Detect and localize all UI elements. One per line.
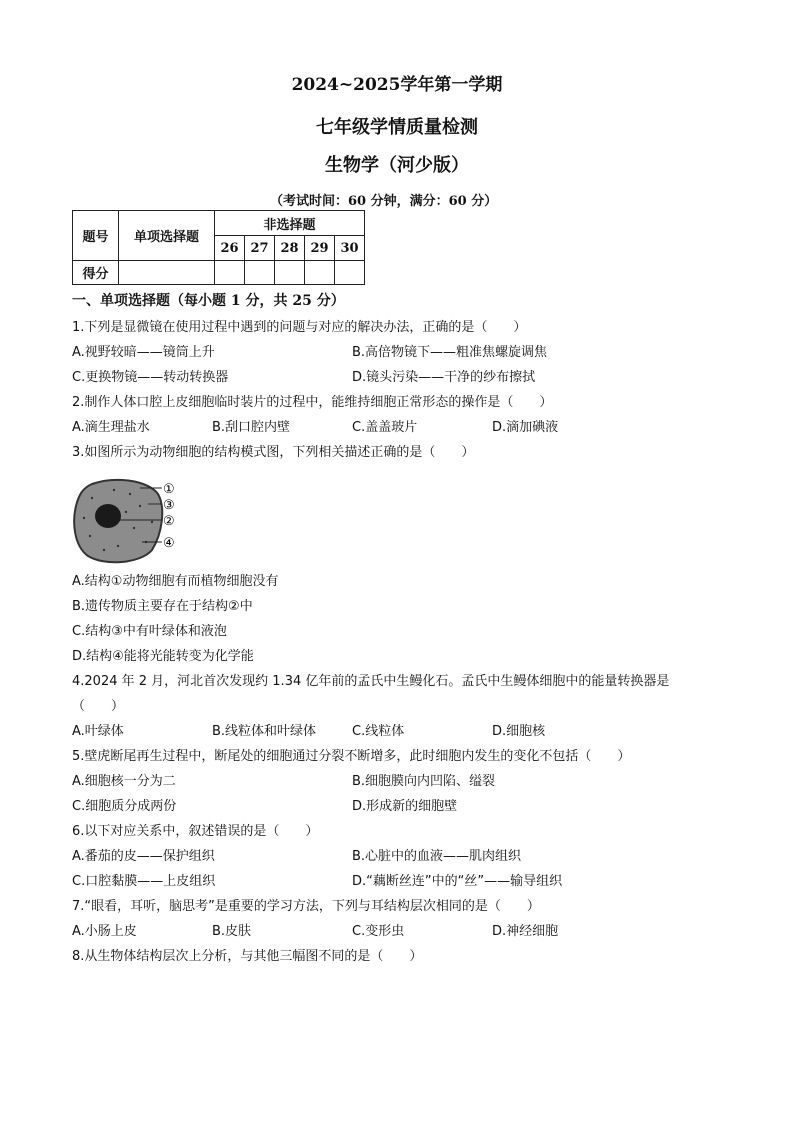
q4-option-a[interactable]: A.叶绿体 bbox=[72, 724, 124, 739]
q5-stem: 5.壁虎断尾再生过程中，断尾处的细胞通过分裂不断增多，此时细胞内发生的变化不包括（ ） bbox=[72, 749, 631, 764]
q6-option-a[interactable]: A.番茄的皮——保护组织 bbox=[72, 849, 215, 864]
score-table bbox=[72, 210, 365, 285]
q2-option-a[interactable]: A.滴生理盐水 bbox=[72, 420, 150, 435]
exam-year-title: 2024~2025学年第一学期 bbox=[291, 75, 503, 95]
exam-subject-title: 生物学（河少版） bbox=[325, 155, 469, 176]
score-table-cell[interactable] bbox=[119, 261, 215, 285]
score-table-single-choice-header: 单项选择题 bbox=[119, 211, 215, 261]
q7-stem: 7.“眼看，耳听，脑思考”是重要的学习方法，下列与耳结构层次相同的是（ ） bbox=[72, 899, 540, 914]
q4-option-c[interactable]: C.线粒体 bbox=[352, 724, 405, 739]
score-table-cell[interactable] bbox=[305, 261, 335, 285]
score-table-cell[interactable] bbox=[275, 261, 305, 285]
q8-stem: 8.从生物体结构层次上分析，与其他三幅图不同的是（ ） bbox=[72, 949, 423, 964]
q4-option-b[interactable]: B.线粒体和叶绿体 bbox=[212, 724, 317, 739]
q1-option-c[interactable]: C.更换物镜——转动转换器 bbox=[72, 370, 229, 385]
label-1: ① bbox=[163, 482, 175, 497]
q7-option-c[interactable]: C.变形虫 bbox=[352, 924, 405, 939]
score-table-nonchoice-header: 非选择题 bbox=[215, 211, 365, 236]
exam-name-title: 七年级学情质量检测 bbox=[316, 117, 478, 138]
label-2: ② bbox=[163, 514, 175, 529]
label-4: ④ bbox=[163, 536, 175, 551]
section-1-title: 一、单项选择题（每小题 1 分，共 25 分） bbox=[72, 293, 345, 309]
score-table-num: 27 bbox=[245, 236, 275, 261]
exam-time-info: （考试时间：60 分钟，满分：60 分） bbox=[270, 194, 498, 209]
q3-option-a[interactable]: A.结构①动物细胞有而植物细胞没有 bbox=[72, 574, 279, 589]
score-table-cell[interactable] bbox=[245, 261, 275, 285]
score-table-question-header: 题号 bbox=[73, 211, 119, 261]
score-table-cell[interactable] bbox=[215, 261, 245, 285]
animal-cell-diagram bbox=[70, 476, 190, 566]
q1-option-b[interactable]: B.高倍物镜下——粗准焦螺旋调焦 bbox=[352, 345, 548, 360]
q3-stem: 3.如图所示为动物细胞的结构模式图，下列相关描述正确的是（ ） bbox=[72, 445, 475, 460]
label-3: ③ bbox=[163, 498, 175, 513]
q2-option-c[interactable]: C.盖盖玻片 bbox=[352, 420, 418, 435]
q2-option-b[interactable]: B.刮口腔内壁 bbox=[212, 420, 291, 435]
nucleus-shape bbox=[95, 504, 121, 528]
score-table-cell[interactable] bbox=[335, 261, 365, 285]
q3-option-c[interactable]: C.结构③中有叶绿体和液泡 bbox=[72, 624, 227, 639]
q4-stem-bracket: （ ） bbox=[72, 699, 125, 714]
q1-option-d[interactable]: D.镜头污染——干净的纱布擦拭 bbox=[352, 370, 536, 385]
q4-stem: 4.2024 年 2 月，河北首次发现约 1.34 亿年前的孟氏中生鳗化石。孟氏中生鳗体细胞中的能量转换器是 bbox=[72, 674, 670, 689]
q5-option-a[interactable]: A.细胞核一分为二 bbox=[72, 774, 176, 789]
q5-option-d[interactable]: D.形成新的细胞壁 bbox=[352, 799, 458, 814]
q7-option-a[interactable]: A.小肠上皮 bbox=[72, 924, 137, 939]
q6-option-b[interactable]: B.心脏中的血液——肌肉组织 bbox=[352, 849, 522, 864]
q2-option-d[interactable]: D.滴加碘液 bbox=[492, 420, 559, 435]
score-table-score-label: 得分 bbox=[73, 261, 119, 285]
q6-option-d[interactable]: D.“藕断丝连”中的“丝”——输导组织 bbox=[352, 874, 563, 889]
q7-option-b[interactable]: B.皮肤 bbox=[212, 924, 252, 939]
q3-option-d[interactable]: D.结构④能将光能转变为化学能 bbox=[72, 649, 254, 664]
score-table-num: 30 bbox=[335, 236, 365, 261]
score-table-num: 28 bbox=[275, 236, 305, 261]
q5-option-b[interactable]: B.细胞膜向内凹陷、缢裂 bbox=[352, 774, 496, 789]
q1-option-a[interactable]: A.视野较暗——镜筒上升 bbox=[72, 345, 215, 360]
q1-stem: 1.下列是显微镜在使用过程中遇到的问题与对应的解决办法，正确的是（ ） bbox=[72, 320, 527, 335]
q7-option-d[interactable]: D.神经细胞 bbox=[492, 924, 559, 939]
q6-stem: 6.以下对应关系中，叙述错误的是（ ） bbox=[72, 824, 319, 839]
q2-stem: 2.制作人体口腔上皮细胞临时装片的过程中，能维持细胞正常形态的操作是（ ） bbox=[72, 395, 553, 410]
q5-option-c[interactable]: C.细胞质分成两份 bbox=[72, 799, 177, 814]
q6-option-c[interactable]: C.口腔黏膜——上皮组织 bbox=[72, 874, 216, 889]
score-table-num: 26 bbox=[215, 236, 245, 261]
q4-option-d[interactable]: D.细胞核 bbox=[492, 724, 546, 739]
score-table-num: 29 bbox=[305, 236, 335, 261]
q3-option-b[interactable]: B.遗传物质主要存在于结构②中 bbox=[72, 599, 253, 614]
